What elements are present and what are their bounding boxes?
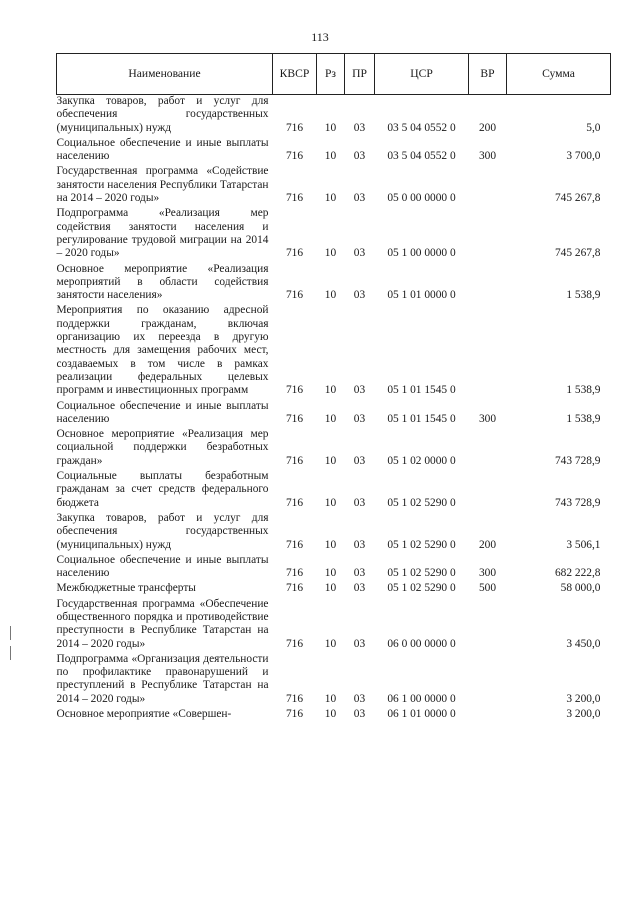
cell-rz: 10 (324, 692, 337, 705)
table-row (57, 95, 611, 137)
cell-sum: 743 728,9 (554, 454, 601, 467)
cell-vr (469, 653, 507, 708)
cell-vr (469, 263, 507, 305)
cell-rz: 10 (324, 121, 337, 134)
cell-vr (469, 708, 507, 723)
cell-vr: 300 (478, 150, 497, 163)
column-header-name: Наименование (57, 54, 273, 95)
cell-kvsr: 716 (285, 289, 304, 302)
cell-vr: 200 (478, 538, 497, 551)
cell-csr: 06 1 00 0000 0 (387, 692, 456, 705)
table-body (57, 95, 611, 724)
table-row (57, 582, 611, 597)
table-row (57, 207, 611, 262)
cell-sum: 745 267,8 (554, 247, 601, 260)
cell-kvsr: 716 (285, 412, 304, 425)
cell-sum: 1 538,9 (566, 412, 601, 425)
cell-vr (469, 428, 507, 470)
table-row (57, 708, 611, 723)
cell-rz: 10 (324, 582, 337, 595)
cell-rz: 10 (324, 637, 337, 650)
cell-csr: 05 1 02 5290 0 (387, 567, 456, 580)
cell-sum: 3 200,0 (566, 692, 601, 705)
cell-kvsr: 716 (285, 582, 304, 595)
cell-sum: 682 222,8 (554, 567, 601, 580)
cell-rz: 10 (324, 412, 337, 425)
cell-csr: 05 1 02 5290 0 (387, 538, 456, 551)
cell-vr (469, 598, 507, 653)
cell-sum: 745 267,8 (554, 192, 601, 205)
cell-sum: 3 506,1 (566, 538, 601, 551)
table-row (57, 165, 611, 207)
cell-csr: 05 0 00 0000 0 (387, 192, 456, 205)
column-header-pr: ПР (345, 54, 375, 95)
cell-pr: 03 (353, 567, 366, 580)
cell-kvsr: 716 (285, 121, 304, 134)
cell-sum: 3 700,0 (566, 150, 601, 163)
cell-rz: 10 (324, 289, 337, 302)
cell-pr: 03 (353, 582, 366, 595)
cell-rz: 10 (324, 192, 337, 205)
cell-pr: 03 (353, 150, 366, 163)
cell-pr: 03 (353, 708, 366, 721)
cell-kvsr: 716 (285, 692, 304, 705)
column-header-csr: ЦСР (375, 54, 469, 95)
table-row (57, 653, 611, 708)
table-row (57, 470, 611, 512)
cell-pr: 03 (353, 637, 366, 650)
cell-name: Основное мероприятие «Реализация мероприятий в области содействия занятости населения» (56, 262, 269, 302)
cell-sum: 3 200,0 (566, 708, 601, 721)
cell-rz: 10 (324, 454, 337, 467)
cell-kvsr: 716 (285, 192, 304, 205)
table-row (57, 554, 611, 583)
cell-pr: 03 (353, 384, 366, 397)
cell-csr: 05 1 02 0000 0 (387, 454, 456, 467)
cell-name: Основное мероприятие «Совершен- (56, 708, 232, 721)
cell-kvsr: 716 (285, 384, 304, 397)
cell-pr: 03 (353, 692, 366, 705)
cell-kvsr: 716 (285, 637, 304, 650)
column-header-rz: Рз (317, 54, 345, 95)
binding-mark (10, 626, 11, 640)
cell-name: Государственная программа «Обеспечение общественного порядка и противодействие преступности в Республике Татарстан на 2014 – 2020 годы» (56, 597, 269, 650)
cell-name: Подпрограмма «Организация деятельности по профилактике правонарушений и преступлений в Республике Татарстан на 2014 – 2020 годы» (56, 652, 269, 705)
binding-mark (10, 646, 11, 660)
cell-vr: 300 (478, 412, 497, 425)
table-row (57, 512, 611, 554)
cell-name: Межбюджетные трансферты (56, 582, 196, 595)
cell-name: Подпрограмма «Реализация мер содействия занятости населения и регулирование трудовой миграции на 2014 – 2020 годы» (56, 207, 269, 260)
cell-pr: 03 (353, 496, 366, 509)
cell-sum: 58 000,0 (560, 582, 601, 595)
column-header-sum: Сумма (507, 54, 611, 95)
cell-sum: 1 538,9 (566, 384, 601, 397)
table-row (57, 598, 611, 653)
cell-rz: 10 (324, 567, 337, 580)
cell-csr: 05 1 02 5290 0 (387, 582, 456, 595)
cell-rz: 10 (324, 496, 337, 509)
table-row (57, 304, 611, 399)
cell-rz: 10 (324, 384, 337, 397)
table-row (57, 428, 611, 470)
cell-name: Закупка товаров, работ и услуг для обеспечения государственных (муниципальных) нужд (56, 511, 269, 551)
cell-sum: 5,0 (586, 121, 601, 134)
cell-pr: 03 (353, 121, 366, 134)
cell-csr: 03 5 04 0552 0 (387, 150, 456, 163)
cell-name: Социальное обеспечение и иные выплаты населению (56, 399, 269, 425)
cell-kvsr: 716 (285, 708, 304, 721)
cell-rz: 10 (324, 150, 337, 163)
cell-csr: 05 1 01 0000 0 (387, 289, 456, 302)
cell-kvsr: 716 (285, 496, 304, 509)
cell-vr (469, 470, 507, 512)
cell-vr (469, 165, 507, 207)
cell-csr: 05 1 01 1545 0 (387, 384, 456, 397)
cell-pr: 03 (353, 538, 366, 551)
cell-kvsr: 716 (285, 567, 304, 580)
cell-name: Социальные выплаты безработным гражданам за счет средств федерального бюджета (56, 470, 269, 509)
budget-table (56, 53, 611, 723)
cell-pr: 03 (353, 412, 366, 425)
cell-vr: 300 (478, 567, 497, 580)
cell-csr: 03 5 04 0552 0 (387, 121, 456, 134)
cell-kvsr: 716 (285, 150, 304, 163)
cell-pr: 03 (353, 192, 366, 205)
page-number: 113 (311, 30, 329, 44)
table-row (57, 263, 611, 305)
cell-rz: 10 (324, 538, 337, 551)
cell-pr: 03 (353, 289, 366, 302)
cell-vr (469, 207, 507, 262)
cell-sum: 1 538,9 (566, 289, 601, 302)
cell-name: Государственная программа «Содействие занятости населения Республики Татарстан на 2014 – 2020 годы» (56, 165, 269, 205)
table-header (57, 54, 611, 95)
cell-pr: 03 (353, 247, 366, 260)
cell-csr: 05 1 02 5290 0 (387, 496, 456, 509)
column-header-kvsr: КВСР (273, 54, 317, 95)
cell-kvsr: 716 (285, 247, 304, 260)
cell-vr: 200 (478, 121, 497, 134)
cell-csr: 06 1 01 0000 0 (387, 708, 456, 721)
cell-name: Закупка товаров, работ и услуг для обеспечения государственных (муниципальных) нужд (56, 95, 269, 134)
cell-rz: 10 (324, 247, 337, 260)
cell-csr: 06 0 00 0000 0 (387, 637, 456, 650)
cell-name: Социальное обеспечение и иные выплаты населению (56, 136, 269, 163)
cell-kvsr: 716 (285, 454, 304, 467)
table-row (57, 400, 611, 429)
cell-csr: 05 1 00 0000 0 (387, 247, 456, 260)
cell-vr (469, 304, 507, 399)
cell-vr: 500 (478, 582, 497, 595)
cell-name: Социальное обеспечение и иные выплаты населению (56, 553, 269, 580)
cell-sum: 3 450,0 (566, 637, 601, 650)
cell-csr: 05 1 01 1545 0 (387, 412, 456, 425)
cell-name: Мероприятия по оказанию адресной поддержки гражданам, включая организацию их переезда в другую местность для замещения рабочих мест, создаваемых в том числе в рамках реализации федеральных целевых программ и инвестиционных программ (56, 304, 269, 397)
cell-sum: 743 728,9 (554, 496, 601, 509)
cell-rz: 10 (324, 708, 337, 721)
table-row (57, 137, 611, 166)
cell-name: Основное мероприятие «Реализация мер социальной поддержки безработных граждан» (56, 428, 269, 467)
column-header-vr: ВР (469, 54, 507, 95)
cell-pr: 03 (353, 454, 366, 467)
cell-kvsr: 716 (285, 538, 304, 551)
